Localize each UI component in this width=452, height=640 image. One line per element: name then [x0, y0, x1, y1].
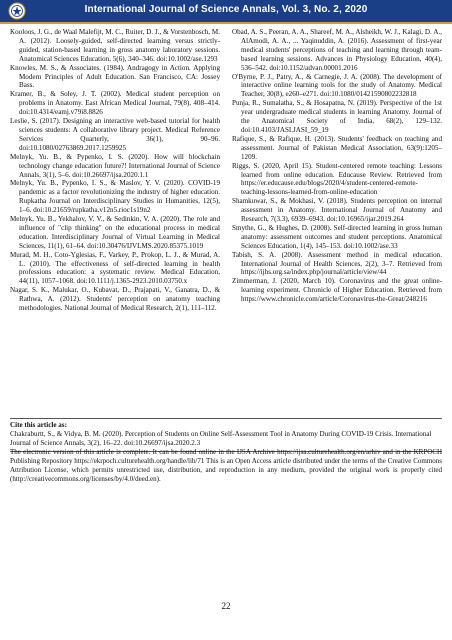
reference-entry: Shamkuwar, S., & Mokhasi, V. (2018). Students perception on internal assessment in Anatomy. International Journal of Anatomy and Research, 7(3.3), 6939–6943. doi:10.16965/ijar.2019.264	[232, 197, 442, 224]
cite-text: Chakraburtt, S., & Vidya, B. M. (2020). Perception of Students on Online Self-Assessment Tool in Anatomy During COVID-19 Crisis. International Journal of Science Annals, 3(2), 16–22. doi:10.26697/ijsa.2020.2.3	[10, 430, 432, 447]
reference-entry: Rafique, S., & Rafique, H. (2013). Students' feedback on teaching and assessment. Journal of Pakistan Medical Association, 63(9):1205–1209.	[232, 134, 442, 161]
reference-entry: Tabish, S. A. (2008). Assessment method in medical education. International Journal of Health Sciences, 2(2), 3–7. Retrieved from https://ijhs.org.sa/index.php/journal/article/view/44	[232, 250, 442, 277]
reference-entry: Obad, A. S., Peeran, A. A., Shareef, M. A., Alsheikh, W. J., Kalagi, D. A., AlAmodi, A. A., ... Yaqinuddin, A. (2016). Assessment of first-year medical students' perceptions of teaching and learning through team-based learning sessions. Advances in Physiology Education, 40(4), 536–542. doi:10.1152/advan.00001.2016	[232, 28, 442, 72]
page-number: 22	[221, 601, 231, 611]
journal-title: International Journal of Science Annals, Vol. 3, No. 2, 2020	[84, 4, 368, 15]
references-right-column	[232, 28, 442, 304]
header-rule	[0, 22, 452, 24]
reference-entry: Melnyk, Yu. B., Yekhalov, V. V., & Sedinkin, V. A. (2020). The role and influence of "clip thinking" on the educational process in medical education. Interdisciplinary Journal of Virtual Learning in Medical Sciences, 11(1), 61–64. doi:10.30476/IJVLMS.2020.85375.1019	[10, 215, 220, 250]
reference-entry: Melnyk, Yu. B., & Pypenko, I. S. (2020). How will blockchain technology change education future?! International Journal of Science Annals, 3(1), 5–6. doi:10.26697/ijsa.2020.1.1	[10, 152, 220, 179]
reference-entry: Kramer, B., & Soley, J. T. (2002). Medical student perception on problems in Anatomy. East African Medical Journal, 79(8), 408–414. doi:10.4314/eamj.v79i8.8826	[10, 90, 220, 117]
reference-entry: Murad, M. H., Coto-Yglesias, F., Varkey, P., Prokop, L. J., & Murad, A. L. (2010). The effectiveness of self-directed learning in health professions education: a systematic review. Medical Education, 44(11), 1057–1068. doi:10.1111/j.1365-2923.2010.03750.x	[10, 250, 220, 286]
reference-entry: Smythe, G., & Hughes, D. (2008). Self-directed learning in gross human anatomy: assessment outcomes and student perceptions. Anatomical Sciences Education, 1(4), 145–153. doi:10.1002/ase.33	[232, 223, 442, 250]
cite-box	[10, 418, 442, 452]
reference-entry: Kooloos, J. G., de Waal Malefijt, M. C., Ruiter, D. J., & Vorstenbosch, M. A. (2012). Loosely-guided, self-directed learning versus strictly-guided, station-based learning in gross anatomy laboratory sessions. Anatomical Sciences Education, 5(6), 340–346. doi:10.1002/ase.1293	[10, 28, 220, 63]
reference-entry: Knowles, M. S., & Associates. (1984). Andragogy in Action. Applying Modern Principles of Adult Education. San Francisco, CA: Jossey Bass.	[10, 63, 220, 90]
references-left-column	[10, 28, 220, 313]
references-columns	[10, 28, 442, 416]
reference-entry: Melnyk, Yu. B., Pypenko, I. S., & Maslov, Y. V. (2020). COVID-19 pandemic as a factor revolutionizing the industry of higher education. Rupkatha Journal on Interdisciplinary Studies in Humanities, 12(5), 1–6. doi:10.21659/rupkatha.v12n5.rioc1s19n2	[10, 179, 220, 215]
reference-entry: Nagar, S. K., Malukar, O., Kubavat, D., Prajapati, V., Ganatra, D., & Rathwa, A. (2012). Students' perception on anatomy teaching methodologies. National Journal of Medical Research, 2(1), 111–112.	[10, 286, 220, 313]
reference-entry: Zimmerman, J. (2020, March 10). Coronavirus and the great online-learning experiment. Chronicle of Higher Education. Retrieved from https://www.chronicle.com/article/Coronavirus-the-Great/248216	[232, 277, 442, 304]
reference-entry: Leslie, S. (2017). Designing an interactive web-based tutorial for health sciences students: A collaborative library project. Medical Reference Services Quarterly, 36(1), 90–96. doi:10.1080/02763869.2017.1259925	[10, 117, 220, 152]
reference-entry: Riggs, S. (2020, April 15). Student-centered remote teaching: Lessons learned from online education. Educause Review. Retrieved from https://er.educause.edu/blogs/2020/4/student-centered-remote-teaching-lessons-learned-from-online-education	[232, 161, 442, 197]
cite-label: Cite this article as:	[10, 421, 67, 429]
reference-entry: O'Byrne, P. J., Patry, A., & Carnegie, J. A. (2008). The development of interactive online learning tools for the study of Anatomy. Medical Teacher, 30(8), e260–e271. doi:10.1080/01421590802232818	[232, 72, 442, 99]
reference-entry: Punja, R., Sumalatha, S., & Hosapatna, N. (2019). Perspective of the 1st year undergraduate medical students in learning Anatomy. Journal of the Anatomical Society of India, 68(2), 129–132. doi:10.4103/JASI.JASI_59_19	[232, 99, 442, 134]
journal-header	[0, 0, 452, 22]
version-note: The electronic version of this article is complete. It can be found online in the IJSA Archive https://ijsa.culturehealth.org/en/arhiv and in the KRPOCH Publishing Repository https://ekrpoch.culturehealth.org/handle/lib/71 This is an Open Access article distributed under the terms of the Creative Commons Attribution License, which permits unrestricted use, distribution, and reproduction in any medium, provided the original work is properly cited (http://creativecommons.org/licenses/by/4.0/deed.en).	[10, 448, 442, 483]
